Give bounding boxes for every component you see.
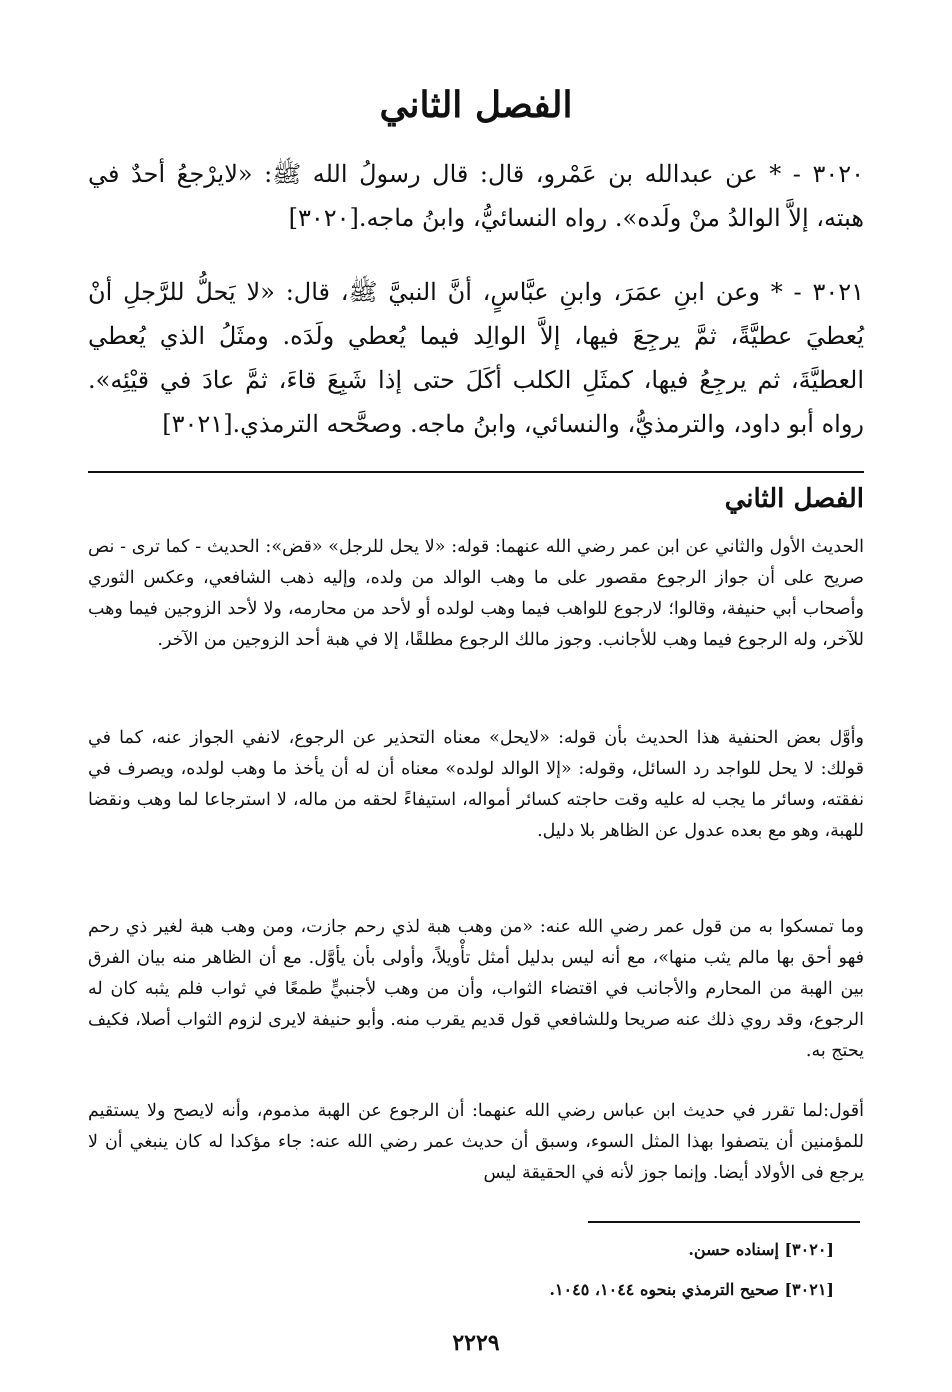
commentary-paragraph: وأوَّل بعض الحنفية هذا الحديث بأن قوله: «لايحل» معناه التحذير عن الرجوع، لانفي الجواز عنه، كما في قولك: لا يحل للواجد رد السائل، وقوله: «إلا الوالد لولده» معناه أن له أن يأخذ ما وهب لولده، ويصرف في نفقته، وسائر ما يجب له عليه وقت حاجته كسائر أمواله، استيفاءً لحقه من ماله، لا استرجاعا لما وهب ونقضا للهبة، وهو مع بعده عدول عن الظاهر بلا دليل. <box>88 728 864 841</box>
section-title: الفصل الثاني <box>379 84 573 126</box>
commentary-paragraph: أقول:لما تقرر في حديث ابن عباس رضي الله عنهما: أن الرجوع عن الهبة مذموم، وأنه لايصح ولا يستقيم للمؤمنين أن يتصفوا بهذا المثل السوء، وسبق أن حديث عمر رضي الله عنه: جاء مؤكدا له كان ينبغي أن لا يرجع فى الأولاد أيضا. وإنما جوز لأنه في الحقيقة ليس <box>88 1101 864 1183</box>
hadith-3021: ٣٠٢١ - * وعن ابنِ عمَرَ، وابنِ عبَّاسٍ، أنَّ النبيَّ ﷺ، قال: «لا يَحلُّ للرَّجلِ أنْ يُعطيَ عطيَّةً، ثمَّ يرجِعَ فيها، إلاَّ الوالِد فيما يُعطي ولَدَه. ومثَلُ الذي يُعطي العطيَّةَ، ثم يرجِعُ فيها، كمثَلِ الكلب أكَلَ حتى إذا شَبِعَ قاءَ، ثمَّ عادَ في قيْئِه». رواه أبو داود، والترمذيُّ، والنسائي، وابنُ ماجه. وصحَّحه الترمذي.[٣٠٢١] <box>88 278 864 438</box>
footnote-divider <box>588 1221 860 1223</box>
page-number: ٢٢٢٩ <box>452 1330 500 1356</box>
section-divider <box>88 471 864 473</box>
commentary-paragraph: وما تمسكوا به من قول عمر رضي الله عنه: «من وهب هبة لذي رحم جازت، ومن وهب هبة لغير ذي رحم فهو أحق بها مالم يثب منها»، مع أنه ليس بدليل أمثل تأْويلاً، وأولى بأن يأوَّل. مع أن الظاهر منه بيان الفرق بين الهبة من المحارم والأجانب في اقتضاء الثواب، وأن من وهب لأجنبيٍّ طمعًا في ثواب فلم يثبه كان له الرجوع، وقد روي ذلك عنه صريحا وللشافعي قول قديم يقرب منه. وأبو حنيفة لايرى لزوم الثواب أصلا، فكيف يحتج به. <box>88 917 864 1061</box>
commentary-paragraph: الحديث الأول والثاني عن ابن عمر رضي الله عنهما: قوله: «لا يحل للرجل» «قض»: الحديث - كما ترى - نص صريح على أن جواز الرجوع مقصور على ما وهب الوالد من ولده، وإليه ذهب الشافعي، وعكس الثوري وأصحاب أبي حنيفة، وقالوا؛ لارجوع للواهب فيما وهب لولده أو لأحد من محارمه، ولا لأحد الزوجين فيما وهب للآخر، وله الرجوع فيما وهب للأجانب. وجوز مالك الرجوع مطلقًا، إلا في هبة أحد الزوجين من الآخر. <box>88 537 864 650</box>
commentary-title: الفصل الثاني <box>724 484 864 514</box>
footnote: [٣٠٢٠] إسناده حسن. <box>688 1240 834 1259</box>
footnote: [٣٠٢١] صحيح الترمذي بنحوه ١٠٤٤، ١٠٤٥. <box>549 1280 834 1299</box>
hadith-3020: ٣٠٢٠ - * عن عبدالله بن عَمْرو، قال: قال رسولُ الله ﷺ: «لايرْجعُ أحدٌ في هبته، إلاَّ الوالدُ منْ ولَده». رواه النسائيُّ، وابنُ ماجه.[٣٠٢٠] <box>88 160 864 232</box>
